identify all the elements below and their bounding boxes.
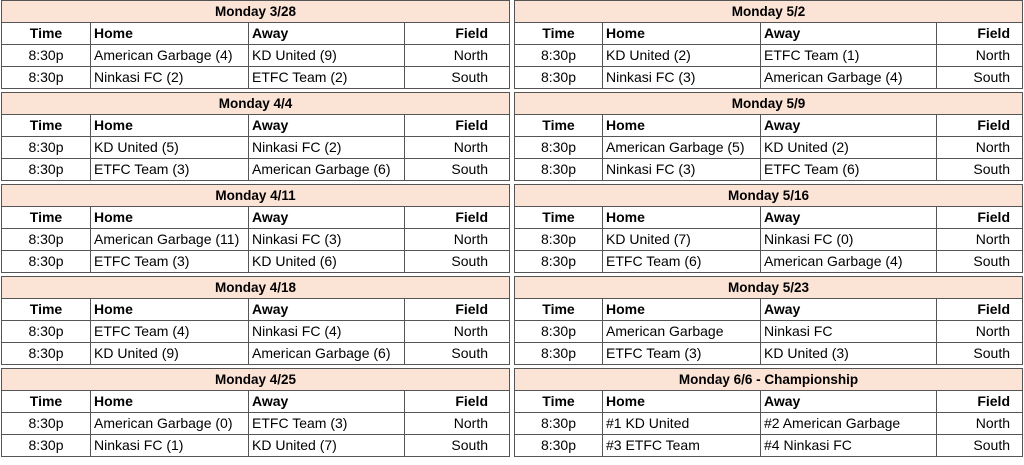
game-field: North bbox=[936, 45, 1022, 66]
game-field: North bbox=[936, 413, 1022, 434]
game-row bbox=[515, 342, 1022, 364]
header-time: Time bbox=[542, 117, 575, 133]
game-row bbox=[515, 66, 1022, 88]
header-time: Time bbox=[29, 25, 63, 41]
week-block bbox=[514, 0, 1023, 89]
header-field: Field bbox=[404, 23, 509, 44]
game-away: KD United (3) bbox=[760, 343, 936, 364]
game-time: 8:30p bbox=[540, 437, 577, 453]
game-home: Ninkasi FC (2) bbox=[90, 67, 248, 88]
game-field: North bbox=[404, 137, 509, 158]
header-time: Time bbox=[29, 117, 63, 133]
game-time: 8:30p bbox=[28, 69, 64, 85]
week-title: Monday 5/9 bbox=[515, 93, 1022, 115]
game-time: 8:30p bbox=[540, 253, 577, 269]
column-header-row bbox=[2, 23, 509, 44]
header-home: Home bbox=[602, 391, 760, 412]
header-field: Field bbox=[936, 115, 1022, 136]
header-away: Away bbox=[760, 299, 936, 320]
header-time: Time bbox=[542, 25, 575, 41]
game-away: American Garbage (6) bbox=[248, 343, 404, 364]
header-time: Time bbox=[29, 209, 63, 225]
game-home: ETFC Team (6) bbox=[602, 251, 760, 272]
game-away: KD United (7) bbox=[248, 435, 404, 456]
column-header-row bbox=[2, 299, 509, 320]
game-time: 8:30p bbox=[28, 415, 64, 431]
game-away: ETFC Team (6) bbox=[760, 159, 936, 180]
column-header-row bbox=[515, 115, 1022, 136]
week-block bbox=[514, 184, 1023, 273]
header-away: Away bbox=[248, 299, 404, 320]
week-block bbox=[514, 368, 1023, 457]
game-field: South bbox=[936, 435, 1022, 456]
week-block bbox=[1, 368, 510, 457]
column-header-row bbox=[515, 299, 1022, 320]
game-away: Ninkasi FC bbox=[760, 321, 936, 342]
game-home: American Garbage (5) bbox=[602, 137, 760, 158]
game-home: #3 ETFC Team bbox=[602, 435, 760, 456]
game-time: 8:30p bbox=[28, 47, 64, 63]
game-field: North bbox=[936, 321, 1022, 342]
game-field: South bbox=[404, 67, 509, 88]
game-row bbox=[515, 434, 1022, 456]
game-time: 8:30p bbox=[540, 323, 577, 339]
game-home: American Garbage (0) bbox=[90, 413, 248, 434]
header-away: Away bbox=[248, 391, 404, 412]
header-time: Time bbox=[29, 393, 63, 409]
game-field: South bbox=[404, 251, 509, 272]
game-row bbox=[2, 412, 509, 434]
game-away: Ninkasi FC (4) bbox=[248, 321, 404, 342]
game-away: American Garbage (6) bbox=[248, 159, 404, 180]
game-home: #1 KD United bbox=[602, 413, 760, 434]
game-row bbox=[2, 250, 509, 272]
game-field: South bbox=[936, 67, 1022, 88]
game-row bbox=[515, 136, 1022, 158]
game-field: North bbox=[404, 321, 509, 342]
game-row bbox=[515, 412, 1022, 434]
week-block bbox=[1, 0, 510, 89]
game-away: American Garbage (4) bbox=[760, 251, 936, 272]
game-row bbox=[2, 158, 509, 180]
game-time: 8:30p bbox=[540, 415, 577, 431]
header-away: Away bbox=[248, 23, 404, 44]
header-away: Away bbox=[760, 391, 936, 412]
week-title: Monday 5/23 bbox=[515, 277, 1022, 299]
column-header-row bbox=[515, 391, 1022, 412]
game-home: Ninkasi FC (3) bbox=[602, 67, 760, 88]
header-time: Time bbox=[29, 301, 63, 317]
header-time: Time bbox=[542, 393, 575, 409]
game-home: Ninkasi FC (3) bbox=[602, 159, 760, 180]
game-row bbox=[515, 158, 1022, 180]
week-block bbox=[1, 276, 510, 365]
game-away: Ninkasi FC (2) bbox=[248, 137, 404, 158]
game-home: American Garbage (4) bbox=[90, 45, 248, 66]
header-away: Away bbox=[760, 115, 936, 136]
header-field: Field bbox=[404, 299, 509, 320]
game-field: South bbox=[404, 343, 509, 364]
game-away: ETFC Team (3) bbox=[248, 413, 404, 434]
game-home: Ninkasi FC (1) bbox=[90, 435, 248, 456]
header-away: Away bbox=[248, 115, 404, 136]
game-away: KD United (2) bbox=[760, 137, 936, 158]
game-home: KD United (9) bbox=[90, 343, 248, 364]
game-field: South bbox=[404, 159, 509, 180]
week-block bbox=[514, 92, 1023, 181]
game-row bbox=[2, 136, 509, 158]
header-field: Field bbox=[936, 207, 1022, 228]
header-field: Field bbox=[936, 299, 1022, 320]
column-header-row bbox=[2, 207, 509, 228]
week-title: Monday 4/25 bbox=[2, 369, 509, 391]
schedule-column-right bbox=[514, 0, 1023, 457]
game-field: South bbox=[936, 343, 1022, 364]
game-row bbox=[2, 228, 509, 250]
header-away: Away bbox=[248, 207, 404, 228]
game-home: ETFC Team (3) bbox=[90, 159, 248, 180]
week-title: Monday 3/28 bbox=[2, 1, 509, 23]
game-row bbox=[2, 66, 509, 88]
game-time: 8:30p bbox=[28, 253, 64, 269]
game-row bbox=[2, 44, 509, 66]
game-field: South bbox=[936, 251, 1022, 272]
game-row bbox=[2, 434, 509, 456]
game-field: North bbox=[404, 45, 509, 66]
header-field: Field bbox=[404, 115, 509, 136]
game-row bbox=[515, 320, 1022, 342]
game-home: American Garbage bbox=[602, 321, 760, 342]
game-field: North bbox=[404, 229, 509, 250]
header-home: Home bbox=[90, 207, 248, 228]
header-home: Home bbox=[602, 115, 760, 136]
game-home: ETFC Team (3) bbox=[602, 343, 760, 364]
header-away: Away bbox=[760, 23, 936, 44]
game-away: Ninkasi FC (3) bbox=[248, 229, 404, 250]
header-home: Home bbox=[90, 299, 248, 320]
game-time: 8:30p bbox=[28, 437, 64, 453]
game-time: 8:30p bbox=[540, 69, 577, 85]
week-title: Monday 5/16 bbox=[515, 185, 1022, 207]
game-time: 8:30p bbox=[28, 345, 64, 361]
game-row bbox=[2, 342, 509, 364]
game-away: American Garbage (4) bbox=[760, 67, 936, 88]
game-away: KD United (9) bbox=[248, 45, 404, 66]
week-block bbox=[1, 92, 510, 181]
week-title: Monday 4/4 bbox=[2, 93, 509, 115]
week-title: Monday 4/11 bbox=[2, 185, 509, 207]
game-home: American Garbage (11) bbox=[90, 229, 248, 250]
column-header-row bbox=[515, 207, 1022, 228]
game-field: South bbox=[404, 435, 509, 456]
game-time: 8:30p bbox=[540, 47, 577, 63]
header-field: Field bbox=[404, 207, 509, 228]
game-row bbox=[515, 250, 1022, 272]
header-away: Away bbox=[760, 207, 936, 228]
week-block bbox=[514, 276, 1023, 365]
game-row bbox=[2, 320, 509, 342]
game-field: South bbox=[936, 159, 1022, 180]
header-home: Home bbox=[90, 115, 248, 136]
game-away: Ninkasi FC (0) bbox=[760, 229, 936, 250]
game-time: 8:30p bbox=[540, 161, 577, 177]
week-title: Monday 6/6 - Championship bbox=[515, 369, 1022, 391]
column-header-row bbox=[2, 115, 509, 136]
game-away: ETFC Team (1) bbox=[760, 45, 936, 66]
game-home: ETFC Team (3) bbox=[90, 251, 248, 272]
schedule-column-left bbox=[1, 0, 510, 457]
week-title: Monday 5/2 bbox=[515, 1, 1022, 23]
header-field: Field bbox=[936, 23, 1022, 44]
column-header-row bbox=[2, 391, 509, 412]
game-field: North bbox=[404, 413, 509, 434]
header-time: Time bbox=[542, 301, 575, 317]
header-home: Home bbox=[90, 23, 248, 44]
header-home: Home bbox=[602, 207, 760, 228]
column-header-row bbox=[515, 23, 1022, 44]
game-time: 8:30p bbox=[28, 139, 64, 155]
game-home: ETFC Team (4) bbox=[90, 321, 248, 342]
game-row bbox=[515, 228, 1022, 250]
game-time: 8:30p bbox=[540, 231, 577, 247]
game-home: KD United (7) bbox=[602, 229, 760, 250]
header-home: Home bbox=[602, 299, 760, 320]
week-title: Monday 4/18 bbox=[2, 277, 509, 299]
game-away: #2 American Garbage bbox=[760, 413, 936, 434]
week-block bbox=[1, 184, 510, 273]
game-home: KD United (5) bbox=[90, 137, 248, 158]
game-time: 8:30p bbox=[28, 231, 64, 247]
game-field: North bbox=[936, 229, 1022, 250]
game-away: KD United (6) bbox=[248, 251, 404, 272]
header-home: Home bbox=[602, 23, 760, 44]
game-field: North bbox=[936, 137, 1022, 158]
header-field: Field bbox=[404, 391, 509, 412]
header-home: Home bbox=[90, 391, 248, 412]
game-row bbox=[515, 44, 1022, 66]
game-time: 8:30p bbox=[540, 345, 577, 361]
header-time: Time bbox=[542, 209, 575, 225]
game-away: ETFC Team (2) bbox=[248, 67, 404, 88]
game-time: 8:30p bbox=[540, 139, 577, 155]
game-away: #4 Ninkasi FC bbox=[760, 435, 936, 456]
game-home: KD United (2) bbox=[602, 45, 760, 66]
game-time: 8:30p bbox=[28, 323, 64, 339]
game-time: 8:30p bbox=[28, 161, 64, 177]
header-field: Field bbox=[936, 391, 1022, 412]
